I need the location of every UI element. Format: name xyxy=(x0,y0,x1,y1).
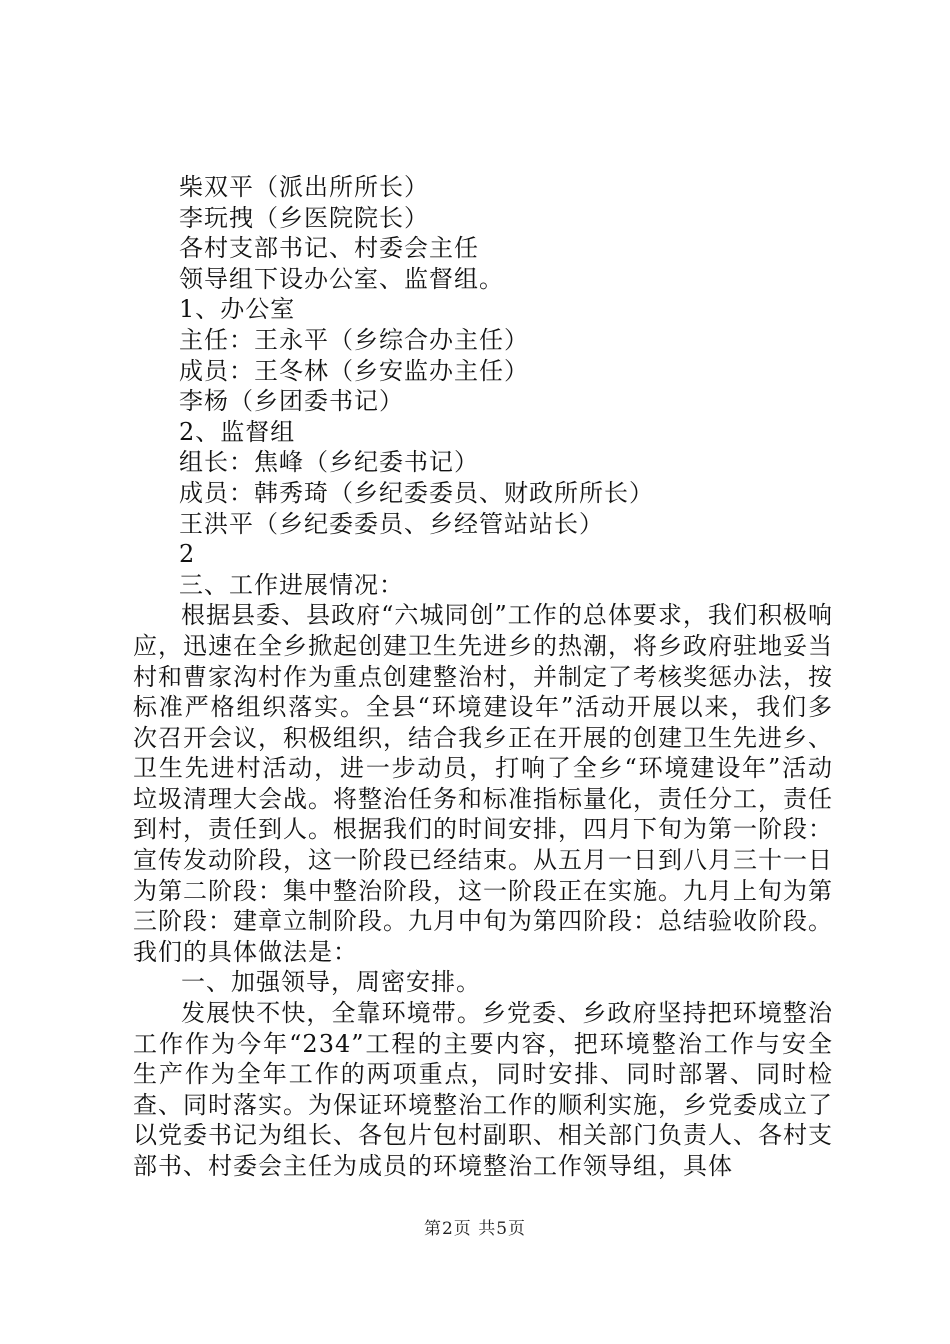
text-line: 领导组下设办公室、监督组。 xyxy=(179,264,504,293)
text-line: 各村支部书记、村委会主任 xyxy=(179,234,479,263)
paragraph-progress: 根据县委、县政府“六城同创”工作的总体要求，我们积极响应，迅速在全乡掀起创建卫生先进乡的热潮，将乡政府驻地妥当村和曹家沟村作为重点创建整治村，并制定了考核奖惩办法，按标准严格组织落实。全县“环境建设年”活动开展以来，我们多次召开会议，积极组织，结合我乡正在开展的创建卫生先进乡、卫生先进村活动，进一步动员，打响了全乡“环境建设年”活动垃圾清理大会战。将整治任务和标准指标量化，责任分工，责任到村，责任到人。根据我们的时间安排，四月下旬为第一阶段：宣传发动阶段，这一阶段已经结束。从五月一日到八月三十一日为第二阶段：集中整治阶段，这一阶段正在实施。九月上旬为第三阶段：建章立制阶段。九月中旬为第四阶段：总结验收阶段。我们的具体做法是： xyxy=(133,601,833,966)
section-heading-supervision: 2、监督组 xyxy=(179,417,296,446)
stray-number: 2 xyxy=(179,540,196,569)
subheading-leadership: 一、加强领导，周密安排。 xyxy=(181,968,481,997)
text-line: 成员：韩秀琦（乡纪委委员、财政所所长） xyxy=(179,478,654,507)
text-line: 李杨（乡团委书记） xyxy=(179,387,404,416)
text-line: 王洪平（乡纪委委员、乡经管站站长） xyxy=(179,509,604,538)
text-line: 李玩拽（乡医院院长） xyxy=(179,203,429,232)
document-body xyxy=(133,172,833,1182)
section-heading-office: 1、办公室 xyxy=(179,295,296,324)
page-footer: 第2页 共5页 xyxy=(423,1219,527,1239)
paragraph-leadership: 发展快不快，全靠环境带。乡党委、乡政府坚持把环境整治工作作为今年“234”工程的主要内容，把环境整治工作与安全生产作为全年工作的两项重点，同时安排、同时部署、同时检查、同时落实。为保证环境整治工作的顺利实施，乡党委成立了以党委书记为组长、各包片包村副职、相关部门负责人、各村支部书、村委会主任为成员的环境整治工作领导组，具体 xyxy=(133,999,833,1180)
section-heading-progress: 三、工作进展情况： xyxy=(179,570,404,599)
text-line: 柴双平（派出所所长） xyxy=(179,173,429,201)
text-line: 成员：王冬林（乡安监办主任） xyxy=(179,356,529,385)
text-line: 主任：王永平（乡综合办主任） xyxy=(179,325,529,354)
text-line: 组长：焦峰（乡纪委书记） xyxy=(179,448,479,477)
